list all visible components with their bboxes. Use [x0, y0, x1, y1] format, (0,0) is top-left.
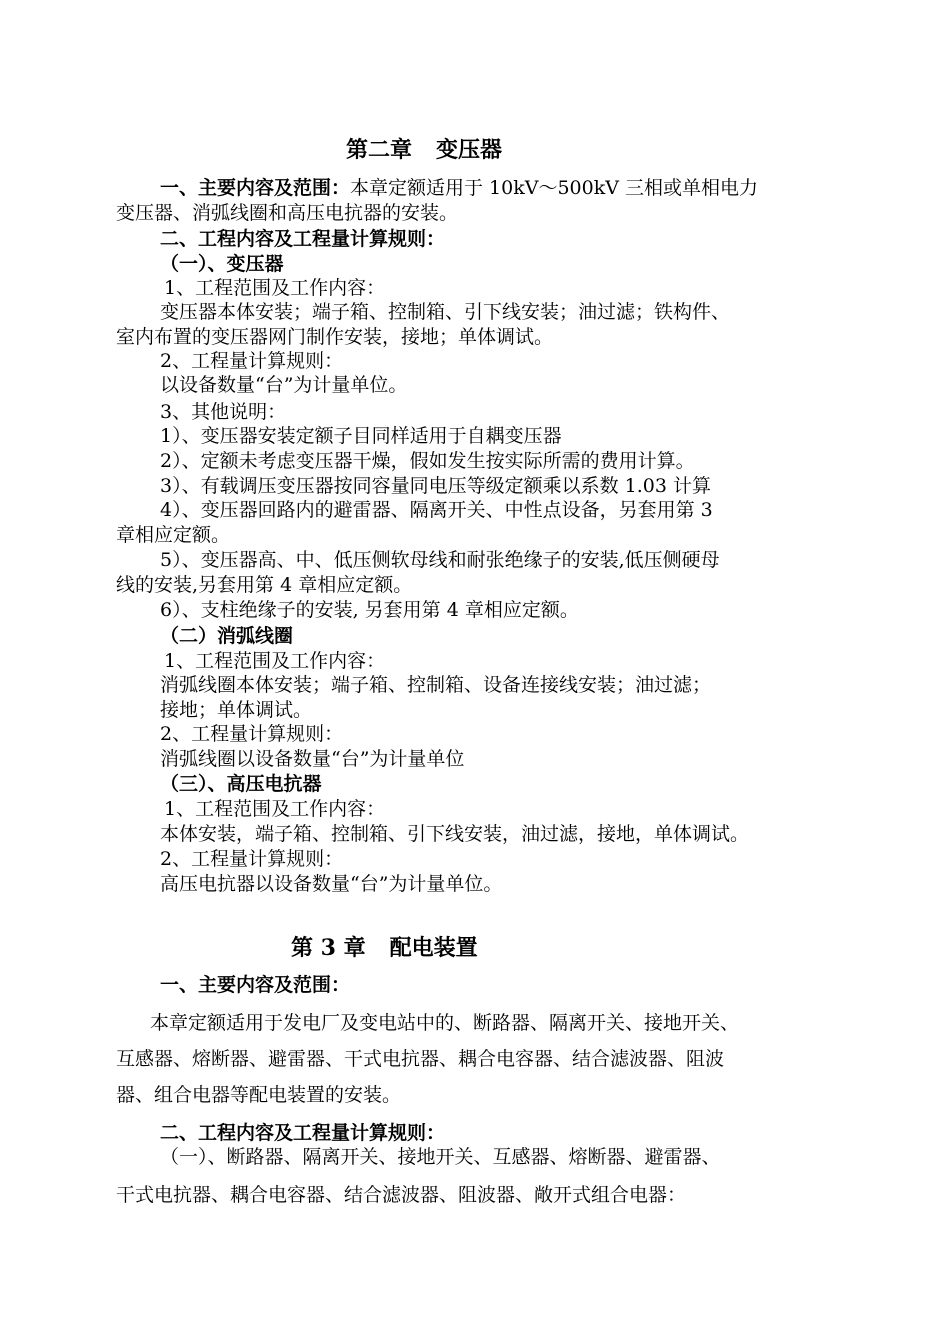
chapter3-title	[291, 934, 478, 962]
arc-coil-work-text-2: 接地；单体调试。	[160, 699, 313, 721]
section-transformer-heading: （一）、变压器	[160, 253, 284, 275]
transformer-note-5-line-1: 5）、变压器高、中、低压侧软母线和耐张绝缘子的安装,低压侧硬母	[160, 549, 720, 571]
transformer-note-1: 1）、变压器安装定额子目同样适用于自耦变压器	[160, 425, 562, 447]
chapter3-scope-text-1: 本章定额适用于发电厂及变电站中的、断路器、隔离开关、接地开关、	[150, 1012, 740, 1034]
transformer-calc-text: 以设备数量“台”为计量单位。	[160, 374, 408, 396]
chapter2-title-number: 第二章	[346, 137, 413, 163]
transformer-calc-label: 2、工程量计算规则：	[160, 350, 344, 372]
chapter3-scope-text-2: 互感器、熔断器、避雷器、干式电抗器、耦合电容器、结合滤波器、阻波	[116, 1048, 725, 1070]
transformer-note-6: 6）、支柱绝缘子的安装, 另套用第 4 章相应定额。	[160, 599, 579, 621]
chapter2-scope-label: 一、主要内容及范围：	[160, 177, 351, 199]
transformer-work-text-2: 室内布置的变压器网门制作安装，接地；单体调试。	[116, 326, 554, 348]
section-reactor-heading: （三）、高压电抗器	[160, 773, 322, 795]
transformer-work-label: 1、工程范围及工作内容：	[164, 277, 386, 299]
chapter3-section1-text-2: 干式电抗器、耦合电容器、结合滤波器、阻波器、敞开式组合电器：	[116, 1184, 687, 1206]
reactor-work-text: 本体安装，端子箱、控制箱、引下线安装，油过滤，接地，单体调试。	[160, 823, 750, 845]
reactor-calc-text: 高压电抗器以设备数量“台”为计量单位。	[160, 873, 503, 895]
reactor-work-label: 1、工程范围及工作内容：	[164, 798, 386, 820]
chapter2-title	[346, 136, 502, 164]
transformer-note-3: 3）、有载调压变压器按同容量同电压等级定额乘以系数 1.03 计算	[160, 475, 711, 497]
transformer-other-label: 3、其他说明：	[160, 401, 287, 423]
chapter3-section1-text-1: （一）、断路器、隔离开关、接地开关、互感器、熔断器、避雷器、	[160, 1146, 721, 1168]
transformer-note-4-line-2: 章相应定额。	[116, 524, 231, 546]
chapter2-scope-text-1: 本章定额适用于 10kV～500kV 三相或单相电力	[350, 177, 759, 199]
transformer-note-4-line-1: 4）、变压器回路内的避雷器、隔离开关、中性点设备，另套用第 3	[160, 499, 713, 521]
arc-coil-work-text-1: 消弧线圈本体安装；端子箱、控制箱、设备连接线安装；油过滤；	[160, 674, 712, 696]
transformer-work-text-1: 变压器本体安装；端子箱、控制箱、引下线安装；油过滤；铁构件、	[160, 301, 731, 323]
chapter2-scope-line-1	[160, 176, 758, 200]
chapter3-title-name: 配电装置	[389, 935, 478, 961]
chapter3-title-number: 第 3 章	[291, 935, 366, 961]
arc-coil-work-label: 1、工程范围及工作内容：	[164, 650, 386, 672]
chapter2-scope-line-2: 变压器、消弧线圈和高压电抗器的安装。	[116, 202, 459, 224]
section-arc-coil-heading: （二）消弧线圈	[160, 625, 294, 647]
transformer-note-5-line-2: 线的安装,另套用第 4 章相应定额。	[116, 574, 413, 596]
transformer-note-2: 2）、定额未考虑变压器干燥，假如发生按实际所需的费用计算。	[160, 450, 695, 472]
chapter3-scope-text-3: 器、组合电器等配电装置的安装。	[116, 1084, 402, 1106]
chapter3-rules-label: 二、工程内容及工程量计算规则：	[160, 1122, 446, 1144]
chapter2-title-name: 变压器	[436, 137, 503, 163]
reactor-calc-label: 2、工程量计算规则：	[160, 848, 344, 870]
arc-coil-calc-text: 消弧线圈以设备数量“台”为计量单位	[160, 748, 465, 770]
arc-coil-calc-label: 2、工程量计算规则：	[160, 723, 344, 745]
chapter2-rules-label: 二、工程内容及工程量计算规则：	[160, 228, 446, 250]
chapter3-scope-label: 一、主要内容及范围：	[160, 974, 351, 996]
